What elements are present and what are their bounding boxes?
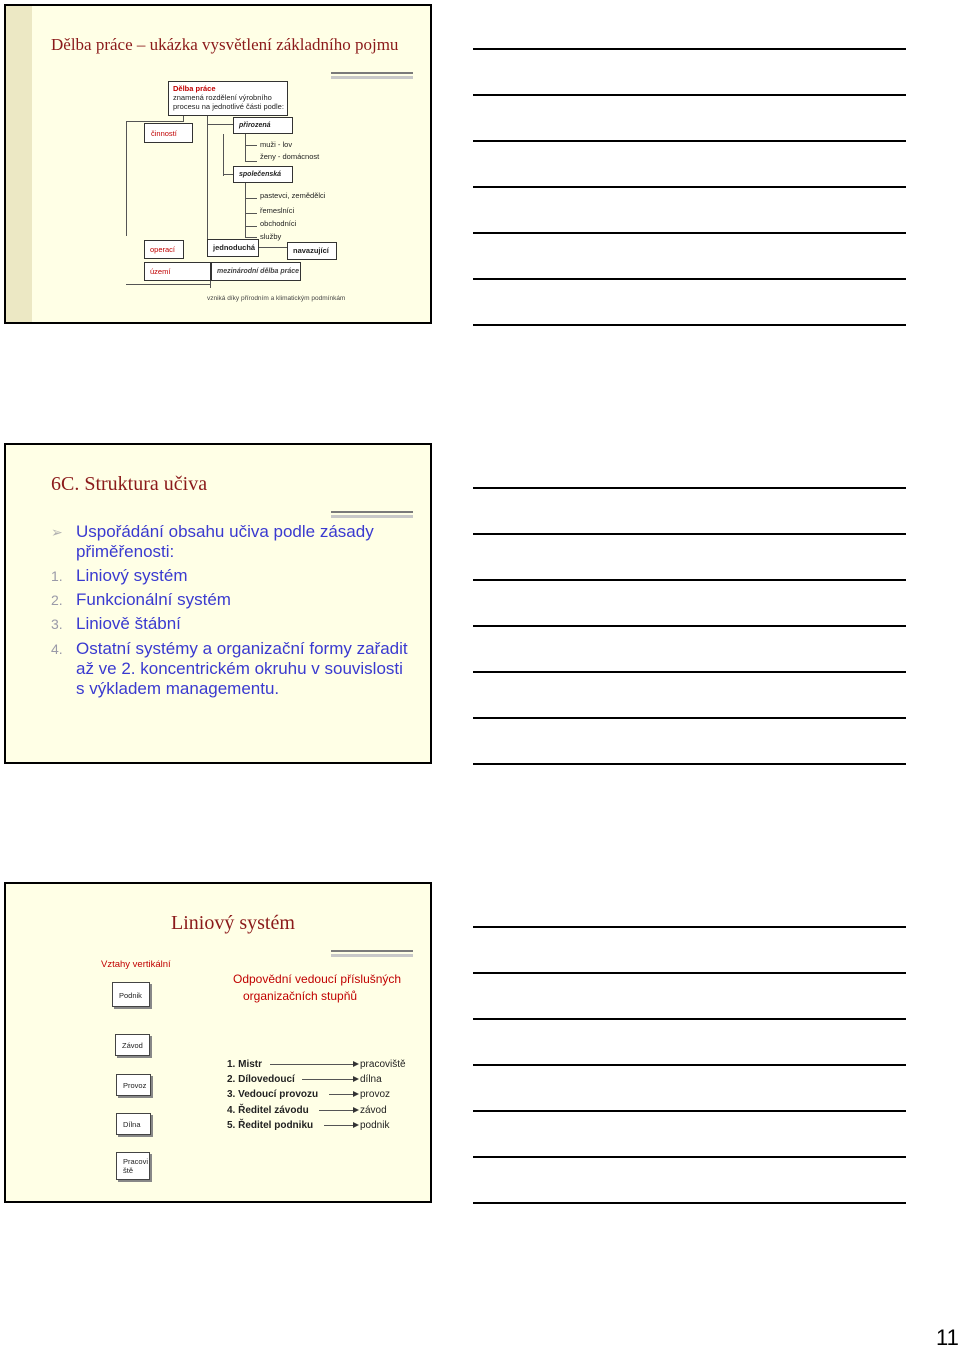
list-number: 2. — [51, 592, 63, 608]
box-prirozena — [233, 117, 293, 134]
note-line — [473, 972, 906, 974]
list-item — [51, 566, 188, 586]
arrow-line — [324, 1125, 355, 1126]
connector — [207, 124, 208, 244]
arrow-line — [329, 1094, 355, 1095]
arrow-right-icon — [353, 1076, 359, 1082]
label-remeslnici: řemeslníci — [260, 206, 295, 215]
connector — [126, 121, 127, 236]
role-right: provoz — [360, 1089, 391, 1100]
box-mezinarodni — [211, 262, 301, 281]
title-divider — [331, 950, 413, 957]
note-line — [473, 1202, 906, 1204]
note-line — [473, 1156, 906, 1158]
label-spolecenska: společenská — [239, 171, 282, 178]
label-vznika: vzniká díky přírodním a klimatickým podmínkám — [207, 295, 346, 302]
role-left: 5. Ředitel podniku — [227, 1120, 314, 1131]
arrow-right-icon — [353, 1122, 359, 1128]
slide-side-strip — [6, 6, 32, 322]
arrow-right-icon — [353, 1061, 359, 1067]
slide-title: 6C. Struktura učiva — [51, 473, 208, 495]
list-number: 1. — [51, 568, 63, 584]
arrow-line — [270, 1064, 355, 1065]
title-divider — [331, 72, 413, 79]
box-navazujici — [287, 242, 337, 260]
note-line — [473, 1018, 906, 1020]
connector — [207, 116, 208, 124]
connector — [207, 124, 233, 125]
list-number: 4. — [51, 641, 63, 657]
note-line — [473, 671, 906, 673]
note-line — [473, 324, 906, 326]
list-text: až ve 2. koncentrickém okruhu v souvislosti — [76, 659, 403, 678]
box-provoz: Provoz — [116, 1074, 151, 1096]
definition-box — [168, 81, 288, 116]
note-line — [473, 1110, 906, 1112]
role-left: 2. Dílovedoucí — [227, 1074, 295, 1085]
label-mezinarodni: mezinárodní dělba práce — [217, 268, 300, 275]
label-pastevci: pastevci, zemědělci — [260, 191, 326, 200]
slide-structure — [4, 443, 432, 764]
connector — [245, 161, 257, 162]
connector — [245, 182, 246, 238]
label-pracoviste: Pracovi — [123, 1157, 149, 1166]
list-text: Liniově štábní — [76, 614, 181, 633]
arrow-line — [302, 1079, 355, 1080]
note-line — [473, 186, 906, 188]
slide-title: Liniový systém — [171, 912, 295, 934]
connector — [245, 198, 257, 199]
box-zavod: Závod — [115, 1034, 150, 1056]
list-item — [51, 614, 181, 634]
note-line — [473, 278, 906, 280]
slide-title: Dělba práce – ukázka vysvětlení základního pojmu — [51, 35, 399, 54]
list-text: Ostatní systémy a organizační formy zařadit — [76, 639, 408, 658]
role-right: podnik — [360, 1120, 390, 1131]
label-responsible: organizačních stupňů — [243, 989, 358, 1003]
label-pracoviste: ště — [123, 1166, 134, 1175]
note-line — [473, 763, 906, 765]
box-operaci — [144, 240, 184, 259]
note-line — [473, 625, 906, 627]
definition-line: procesu na jednotlivé části podle: — [173, 102, 284, 111]
note-line — [473, 48, 906, 50]
note-line — [473, 926, 906, 928]
box-podnik: Podnik — [112, 982, 150, 1007]
box-jednoducha — [207, 239, 259, 257]
arrow-line — [319, 1110, 355, 1111]
list-text: Funkcionální systém — [76, 590, 231, 609]
role-right: závod — [360, 1105, 387, 1116]
label-operaci: operací — [150, 245, 176, 254]
list-item — [51, 639, 408, 659]
note-line — [473, 232, 906, 234]
label-obchodnici: obchodníci — [260, 219, 297, 228]
note-line — [473, 487, 906, 489]
connector — [258, 247, 288, 248]
list-text: s výkladem managementu. — [76, 679, 280, 698]
role-left: 4. Ředitel závodu — [227, 1105, 309, 1116]
role-right: pracoviště — [360, 1059, 406, 1070]
connector — [245, 237, 257, 238]
note-line — [473, 533, 906, 535]
label-zeny: ženy - domácnost — [260, 152, 320, 161]
box-spolecenska — [233, 166, 293, 183]
note-line — [473, 579, 906, 581]
connector — [245, 226, 257, 227]
role-left: 1. Mistr — [227, 1059, 263, 1070]
list-number: 3. — [51, 616, 63, 632]
list-item — [51, 590, 231, 610]
list-text: Liniový systém — [76, 566, 188, 585]
connector — [126, 284, 211, 285]
label-sluzby: služby — [260, 232, 282, 241]
box-dilna: Dílna — [116, 1113, 151, 1135]
arrow-right-icon — [353, 1091, 359, 1097]
slide-division-of-labour — [4, 4, 432, 324]
label-uzemi: území — [150, 267, 171, 276]
arrow-right-icon — [353, 1107, 359, 1113]
connector — [223, 134, 224, 176]
connector — [245, 213, 257, 214]
box-pracoviste — [116, 1152, 150, 1180]
connector — [245, 145, 257, 146]
role-right: dílna — [360, 1074, 382, 1085]
note-line — [473, 717, 906, 719]
label-jednoducha: jednoduchá — [213, 243, 256, 252]
note-line — [473, 140, 906, 142]
note-line — [473, 94, 906, 96]
note-line — [473, 1064, 906, 1066]
bullet-text: Uspořádání obsahu učiva podle zásady — [76, 522, 374, 541]
box-cinnosti — [144, 123, 193, 143]
label-prirozena: přirozená — [239, 122, 271, 129]
slide-line-system — [4, 882, 432, 1203]
role-left: 3. Vedoucí provozu — [227, 1089, 319, 1100]
label-vertical-relations: Vztahy vertikální — [101, 959, 171, 970]
label-responsible: Odpovědní vedoucí příslušných — [233, 972, 402, 986]
connector — [245, 134, 246, 162]
connector — [126, 121, 184, 122]
arrow-bullet-icon: ➢ — [51, 524, 63, 540]
label-navazujici: navazující — [293, 246, 329, 255]
definition-heading: Dělba práce — [173, 84, 216, 93]
definition-line: znamená rozdělení výrobního — [173, 93, 272, 102]
title-divider — [331, 511, 413, 518]
label-muzi: muži - lov — [260, 140, 293, 149]
label-cinnosti: činností — [151, 129, 177, 138]
box-uzemi — [144, 262, 211, 281]
page-number: 11 — [936, 1325, 959, 1350]
bullet-intro — [51, 522, 374, 542]
bullet-text: přiměřenosti: — [76, 542, 175, 561]
